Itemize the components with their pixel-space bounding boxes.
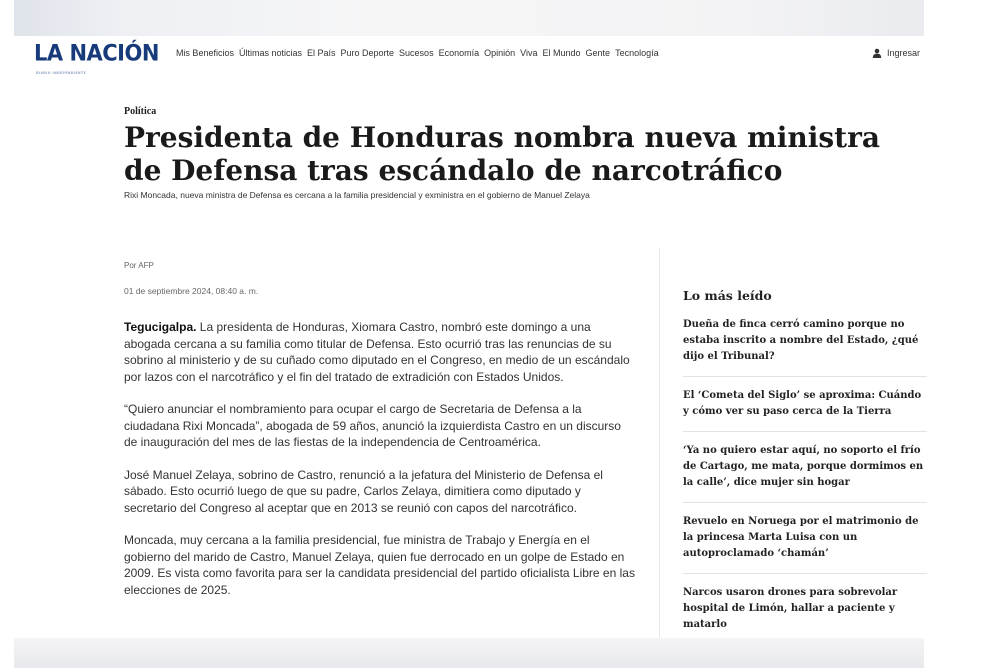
right-gutter [927,0,998,668]
nav-item-puro-deporte[interactable]: Puro Deporte [340,48,395,58]
site-header [34,38,920,76]
bottom-blur-band [14,638,924,668]
login-button[interactable] [872,48,920,58]
most-read-item[interactable]: Dueña de finca cerró camino porque no estaba inscrito a nombre del Estado, ¿qué dijo el Tribunal? [683,317,927,377]
column-divider [659,248,660,640]
most-read-item[interactable]: ‘Ya no quiero estar aquí, no soporto el frío de Cartago, me mata, porque dormimos en la calle’, dice mujer sin hogar [683,443,927,503]
user-icon [872,48,882,58]
dateline: Tegucigalpa. [124,320,197,334]
most-read-title: Lo más leído [683,288,772,303]
article-subtitle: Rixi Moncada, nueva ministra de Defensa es cercana a la familia presidencial y exministra en el gobierno de Manuel Zelaya [124,190,590,200]
article-date: 01 de septiembre 2024, 08:40 a. m. [124,286,259,296]
nav-item-opinion[interactable]: Opinión [484,48,516,58]
most-read-item[interactable]: Narcos usaron drones para sobrevolar hospital de Limón, hallar a paciente y matarlo [683,587,898,630]
nav-item-mis-beneficios[interactable]: Mis Beneficios [175,48,234,58]
nav-item-el-pais[interactable]: El País [307,48,336,58]
nav-item-viva[interactable]: Viva [520,48,538,58]
login-label: Ingresar [886,48,920,58]
most-read-item[interactable]: El ‘Cometa del Siglo’ se aproxima: Cuándo y cómo ver su paso cerca de la Tierra [683,388,927,432]
article-paragraph: José Manuel Zelaya, sobrino de Castro, renunció a la jefatura del Ministerio de Defensa el sábado. Esto ocurrió luego de que su padre, Carlos Zelaya, dimitiera como diputado y secretario del Congreso al aceptar que en 2013 se reunió con capos del narcotráfico. [124,467,603,515]
nav-item-el-mundo[interactable]: El Mundo [542,48,581,58]
nav-item-sucesos[interactable]: Sucesos [399,48,434,58]
main-nav [176,48,659,58]
paragraph-text: La presidenta de Honduras, Xiomara Castro, nombró este domingo a una abogada cercana a su familia como titular de Defensa. Esto ocurrió tras las renuncias de su sobrino al ministerio y de su cuñado como diputado en el Congreso, en medio de un escándalo por lazos con el narcotráfico y el fin del tratado de extradición con Estados Unidos. [124,320,630,384]
article-paragraph: Moncada, muy cercana a la familia presidencial, fue ministra de Trabajo y Energía en el gobierno del marido de Castro, Manuel Zelaya, quien fue derrocado en un golpe de Estado en 2009. Es vista como favorita para ser la candidata presidencial del partido oficialista Libre en las elecciones de 2025. [124,533,635,597]
top-blur-band [14,0,924,36]
article-byline: Por AFP [124,261,154,270]
logo-subtitle: DIARIO INDEPENDIENTE [36,70,87,76]
nav-item-tecnologia[interactable]: Tecnología [615,48,659,58]
nav-item-gente[interactable]: Gente [585,48,611,58]
nav-item-ultimas-noticias[interactable]: Últimas noticias [238,48,302,58]
article-body [124,319,636,614]
article-paragraph [124,319,636,385]
logo-text: LA NACIÓN [34,40,159,66]
most-read-sidebar [683,284,927,655]
article-title: Presidenta de Honduras nombra nueva ministra de Defensa tras escándalo de narcotráfico [124,121,880,187]
section-label[interactable]: Política [124,106,157,117]
most-read-item[interactable]: Revuelo en Noruega por el matrimonio de la princesa Marta Luisa con un autoproclamado ‘chamán’ [683,514,927,574]
article-paragraph: “Quiero anunciar el nombramiento para ocupar el cargo de Secretaria de Defensa a la ciudadana Rixi Moncada”, abogada de 59 años, anunció la izquierdista Castro en un discurso de inauguración del mes de las fiestas de la independencia de Centroamérica. [124,402,621,449]
site-logo[interactable] [34,40,159,76]
nav-item-economia[interactable]: Economía [438,48,480,58]
